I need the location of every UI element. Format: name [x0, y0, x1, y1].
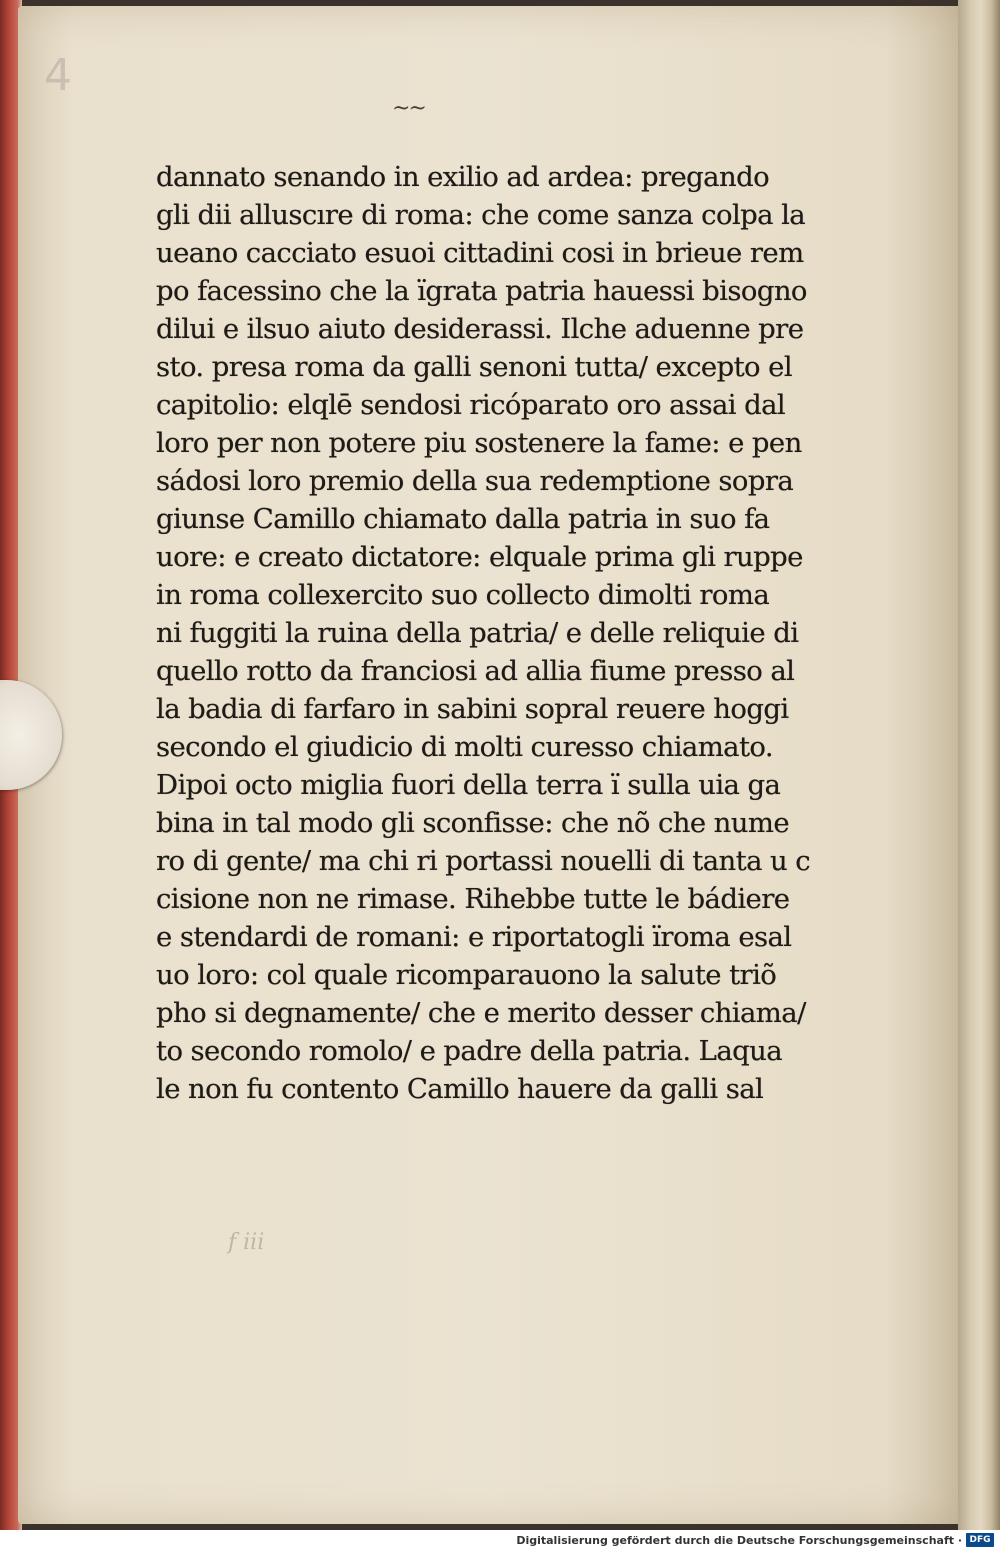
text-line: capitolio: elqlē sendosi ricóparato oro assai dal	[156, 389, 786, 421]
text-line: loro per non potere piu sostenere la fame: e pen	[156, 427, 802, 459]
text-line: le non fu contento Camillo hauere da galli sal	[156, 1073, 764, 1105]
text-line: uore: e creato dictatore: elquale prima gli ruppe	[156, 541, 803, 573]
text-line: ueano cacciato esuoi cittadini cosi in brieue rem	[156, 237, 804, 269]
text-line: to secondo romolo/ e padre della patria. Laqua	[156, 1035, 783, 1067]
book-edge-right	[958, 0, 1000, 1530]
text-line: pho si degnamente/ che e merito desser chiama/	[156, 997, 806, 1029]
text-line: gli dii alluscıre di roma: che come sanza colpa la	[156, 199, 806, 231]
dfg-logo: DFG	[966, 1533, 994, 1547]
text-line: quello rotto da franciosi ad allia fiume presso al	[156, 655, 795, 687]
text-line: po facessino che la ïgrata patria hauessi bisogno	[156, 275, 807, 307]
text-line: e stendardi de romani: e riportatogli ïroma esal	[156, 921, 792, 953]
text-line: bina in tal modo gli sconfisse: che nõ che nume	[156, 807, 790, 839]
text-line: uo loro: col quale ricomparauono la salute triõ	[156, 959, 777, 991]
text-line: sto. presa roma da galli senoni tutta/ excepto el	[156, 351, 793, 383]
text-line: ni fuggiti la ruina della patria/ e delle reliquie di	[156, 617, 799, 649]
printed-text-block	[156, 158, 856, 1108]
text-line: dannato senando in exilio ad ardea: pregando	[156, 161, 770, 193]
text-line: dilui e ilsuo aiuto desiderassi. Ilche aduenne pre	[156, 313, 804, 345]
text-line: cisione non ne rimase. Rihebbe tutte le bádiere	[156, 883, 790, 915]
text-line: in roma collexercito suo collecto dimolti roma	[156, 579, 770, 611]
text-line: giunse Camillo chiamato dalla patria in suo fa	[156, 503, 770, 535]
signature-mark: f iii	[228, 1230, 265, 1255]
text-line: ro di gente/ ma chi ri portassi nouelli di tanta u c	[156, 845, 811, 877]
text-line: la badia di farfaro in sabini sopral reuere hoggi	[156, 693, 789, 725]
corner-pencil-mark: 4	[44, 50, 72, 101]
text-line: secondo el giudicio di molti curesso chiamato.	[156, 731, 774, 763]
text-line: sádosi loro premio della sua redemptione sopra	[156, 465, 794, 497]
text-line: Dipoi octo miglia fuori della terra ï sulla uia ga	[156, 769, 781, 801]
footer-credit: Digitalisierung gefördert durch die Deutsche Forschungsgemeinschaft ·	[516, 1534, 962, 1547]
ink-smudge: ~~	[392, 96, 425, 121]
